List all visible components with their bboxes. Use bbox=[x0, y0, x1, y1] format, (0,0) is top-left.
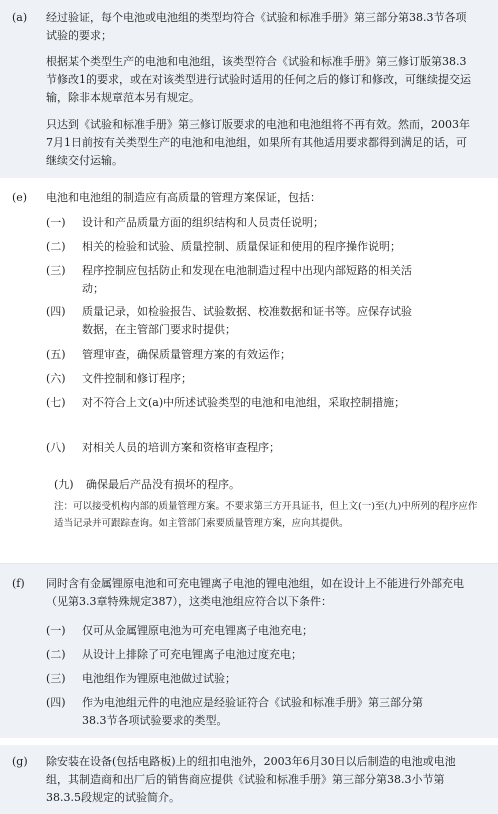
list-item-text: 从设计上排除了可充电锂离子电池过度充电； bbox=[82, 648, 302, 661]
list-item-text: 确保最后产品没有损坏的程序。 bbox=[86, 478, 240, 491]
section-g bbox=[0, 745, 498, 814]
list-item-text: 相关的检验和试验、质量控制、质量保证和使用的程序操作说明； bbox=[82, 240, 401, 253]
list-item-number: (一) bbox=[46, 216, 66, 229]
list-item-text: 程序控制应包括防止和发现在电池制造过程中出现内部短路的相关活动； bbox=[82, 264, 412, 295]
section-g-text: 除安装在设备(包括电路板)上的纽扣电池外，2003年6月30日以后制造的电池或电池组，其制造商和出厂后的销售商应提供《试验和标准手册》第三部分第38.3小节第38.3.5段规定的试验简介。 bbox=[46, 755, 456, 804]
list-item-text: 电池组作为锂原电池做过试验； bbox=[82, 672, 236, 685]
list-item-number: (二) bbox=[46, 648, 66, 661]
list-item-text: 对相关人员的培训方案和资格审查程序； bbox=[82, 441, 280, 454]
list-item-text: 作为电池组元件的电池应是经验证符合《试验和标准手册》第三部分第38.3节各项试验要求的类型。 bbox=[82, 696, 423, 727]
section-e-note: 注：可以接受机构内部的质量管理方案。不要求第三方开具证书，但上文(一)至(九)中所列的程序应作适当记录并可跟踪查询。如主管部门索要质量管理方案，应向其提供。 bbox=[54, 501, 478, 529]
list-item-number: (七) bbox=[46, 396, 66, 409]
section-a-paragraph-1: 经过验证，每个电池或电池组的类型均符合《试验和标准手册》第三部分第38.3节各项试验的要求； bbox=[46, 11, 467, 42]
list-item-number: (九) bbox=[54, 478, 74, 491]
list-item-number: (五) bbox=[46, 348, 66, 361]
list-item-number: (二) bbox=[46, 240, 66, 253]
list-item-number: (一) bbox=[46, 624, 66, 637]
section-a-label: (a) bbox=[12, 11, 28, 24]
section-e-intro: 电池和电池组的制造应有高质量的管理方案保证，包括： bbox=[46, 191, 321, 204]
list-item-number: (三) bbox=[46, 264, 66, 277]
section-e bbox=[0, 178, 498, 563]
list-item-text: 质量记录，如检验报告、试验数据、校准数据和证书等。应保存试验数据，在主管部门要求时提供； bbox=[82, 305, 412, 336]
section-f bbox=[0, 564, 498, 738]
list-item-text: 设计和产品质量方面的组织结构和人员责任说明； bbox=[82, 216, 324, 229]
list-item-number: (四) bbox=[46, 696, 66, 709]
list-item-number: (四) bbox=[46, 305, 66, 318]
list-item-text: 管理审查，确保质量管理方案的有效运作； bbox=[82, 348, 291, 361]
list-item-text: 仅可从金属锂原电池为可充电锂离子电池充电； bbox=[82, 624, 313, 637]
list-item-text: 文件控制和修订程序； bbox=[82, 372, 192, 385]
section-a bbox=[0, 0, 498, 178]
section-g-label: (g) bbox=[12, 755, 28, 768]
section-a-paragraph-2: 根据某个类型生产的电池和电池组，该类型符合《试验和标准手册》第三修订版第38.3节修改1的要求，或在对该类型进行试验时适用的任何之后的修订和修改，可继续提交运输，除非本规章范本另有规定。 bbox=[46, 55, 471, 104]
section-f-label: (f) bbox=[12, 577, 25, 590]
section-e-label: (e) bbox=[12, 191, 28, 204]
list-item-number: (六) bbox=[46, 372, 66, 385]
section-f-intro: 同时含有金属锂原电池和可充电锂离子电池的锂电池组，如在设计上不能进行外部充电（见第3.3章特殊规定387），这类电池组应符合以下条件： bbox=[46, 577, 464, 608]
list-item-number: (八) bbox=[46, 441, 66, 454]
section-a-paragraph-3: 只达到《试验和标准手册》第三修订版要求的电池和电池组将不再有效。然而，2003年7月1日前按有关类型生产的电池和电池组，如果所有其他适用要求都得到满足的话，可继续交付运输。 bbox=[46, 118, 470, 167]
list-item-number: (三) bbox=[46, 672, 66, 685]
list-item-text: 对不符合上文(a)中所述试验类型的电池和电池组，采取控制措施； bbox=[82, 396, 406, 409]
